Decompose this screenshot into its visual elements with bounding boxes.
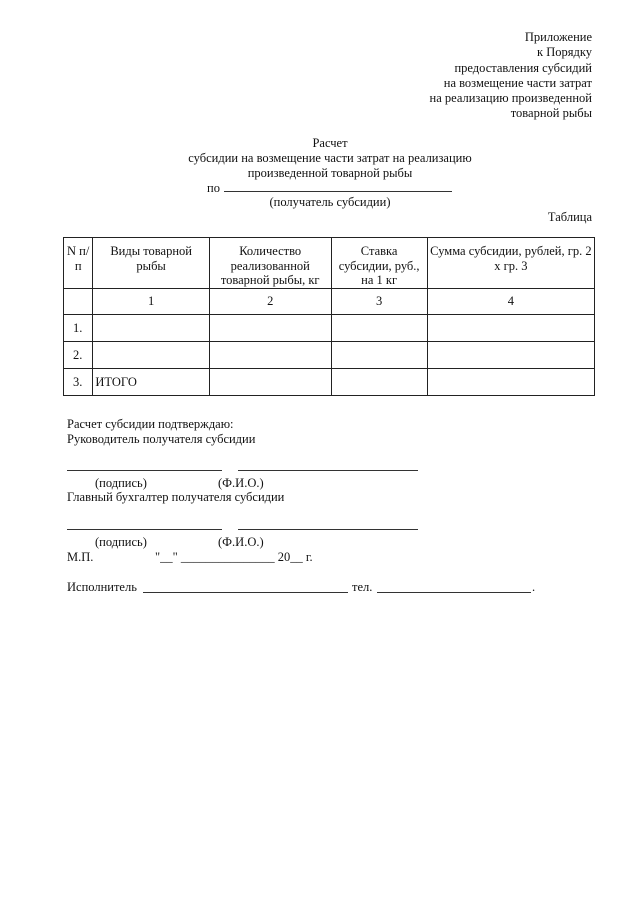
rate-cell[interactable] [331, 369, 427, 396]
name-caption: (Ф.И.О.) [218, 476, 264, 490]
accountant-signature-line[interactable] [67, 529, 222, 530]
fish-type-cell[interactable] [93, 342, 210, 369]
head-signature-line[interactable] [67, 470, 222, 471]
head-name-line[interactable] [238, 470, 418, 471]
column-number: 4 [427, 289, 594, 315]
column-number-row [64, 289, 595, 315]
date-field[interactable]: "__" _______________ 20__ г. [155, 550, 313, 564]
stamp-label: М.П. [67, 550, 94, 564]
executor-line[interactable] [143, 592, 348, 593]
row-number: 1. [64, 315, 93, 342]
by-prefix: по [207, 181, 220, 195]
column-number: 1 [93, 289, 210, 315]
appendix-line: к Порядку [537, 45, 592, 60]
phone-label: тел. [352, 580, 373, 594]
header-cell: N п/п [64, 238, 93, 289]
appendix-block [352, 30, 592, 122]
accountant-name-line[interactable] [238, 529, 418, 530]
table-row-total [64, 369, 595, 396]
table-row [64, 342, 595, 369]
quantity-cell[interactable] [209, 342, 331, 369]
header-cell: Сумма субсидии, рублей, гр. 2 x гр. 3 [427, 238, 594, 289]
head-label: Руководитель получателя субсидии [67, 432, 256, 446]
appendix-line: предоставления субсидий [454, 60, 592, 75]
signature-caption: (подпись) [95, 476, 147, 490]
column-number: 2 [209, 289, 331, 315]
recipient-blank[interactable] [224, 180, 452, 192]
end-dot: . [532, 580, 536, 594]
header-cell: Виды товарной рыбы [93, 238, 210, 289]
fish-type-cell[interactable] [93, 315, 210, 342]
title-line: произведенной товарной рыбы [247, 166, 413, 180]
quantity-cell[interactable] [209, 369, 331, 396]
total-label: ИТОГО [93, 369, 210, 396]
header-cell: Ставка субсидии, руб., на 1 кг [331, 238, 427, 289]
confirm-text: Расчет субсидии подтверждаю: [67, 417, 234, 431]
appendix-line: товарной рыбы [510, 106, 592, 121]
column-number: 3 [331, 289, 427, 315]
header-cell: Количество реализованной товарной рыбы, кг [209, 238, 331, 289]
row-number: 2. [64, 342, 93, 369]
appendix-line: Приложение [524, 30, 592, 44]
appendix-line: на реализацию произведенной [429, 91, 592, 106]
accountant-label: Главный бухгалтер получателя субсидии [67, 490, 285, 504]
title-line: Расчет [312, 136, 348, 150]
sum-cell[interactable] [427, 342, 594, 369]
rate-cell[interactable] [331, 342, 427, 369]
executor-label: Исполнитель [67, 580, 137, 594]
document-title [120, 136, 540, 181]
name-caption: (Ф.И.О.) [218, 535, 264, 549]
phone-line[interactable] [377, 592, 531, 593]
sum-cell[interactable] [427, 369, 594, 396]
title-line: субсидии на возмещение части затрат на реализацию [188, 151, 472, 165]
table-header-row [64, 238, 595, 289]
table-caption: Таблица [547, 210, 592, 224]
recipient-caption: (получатель субсидии) [269, 195, 391, 209]
recipient-line [207, 180, 452, 196]
quantity-cell[interactable] [209, 315, 331, 342]
rate-cell[interactable] [331, 315, 427, 342]
signature-caption: (подпись) [95, 535, 147, 549]
appendix-line: на возмещение части затрат [443, 75, 592, 90]
table-row [64, 315, 595, 342]
column-number [64, 289, 93, 315]
subsidy-table [63, 237, 595, 396]
sum-cell[interactable] [427, 315, 594, 342]
row-number: 3. [64, 369, 93, 396]
